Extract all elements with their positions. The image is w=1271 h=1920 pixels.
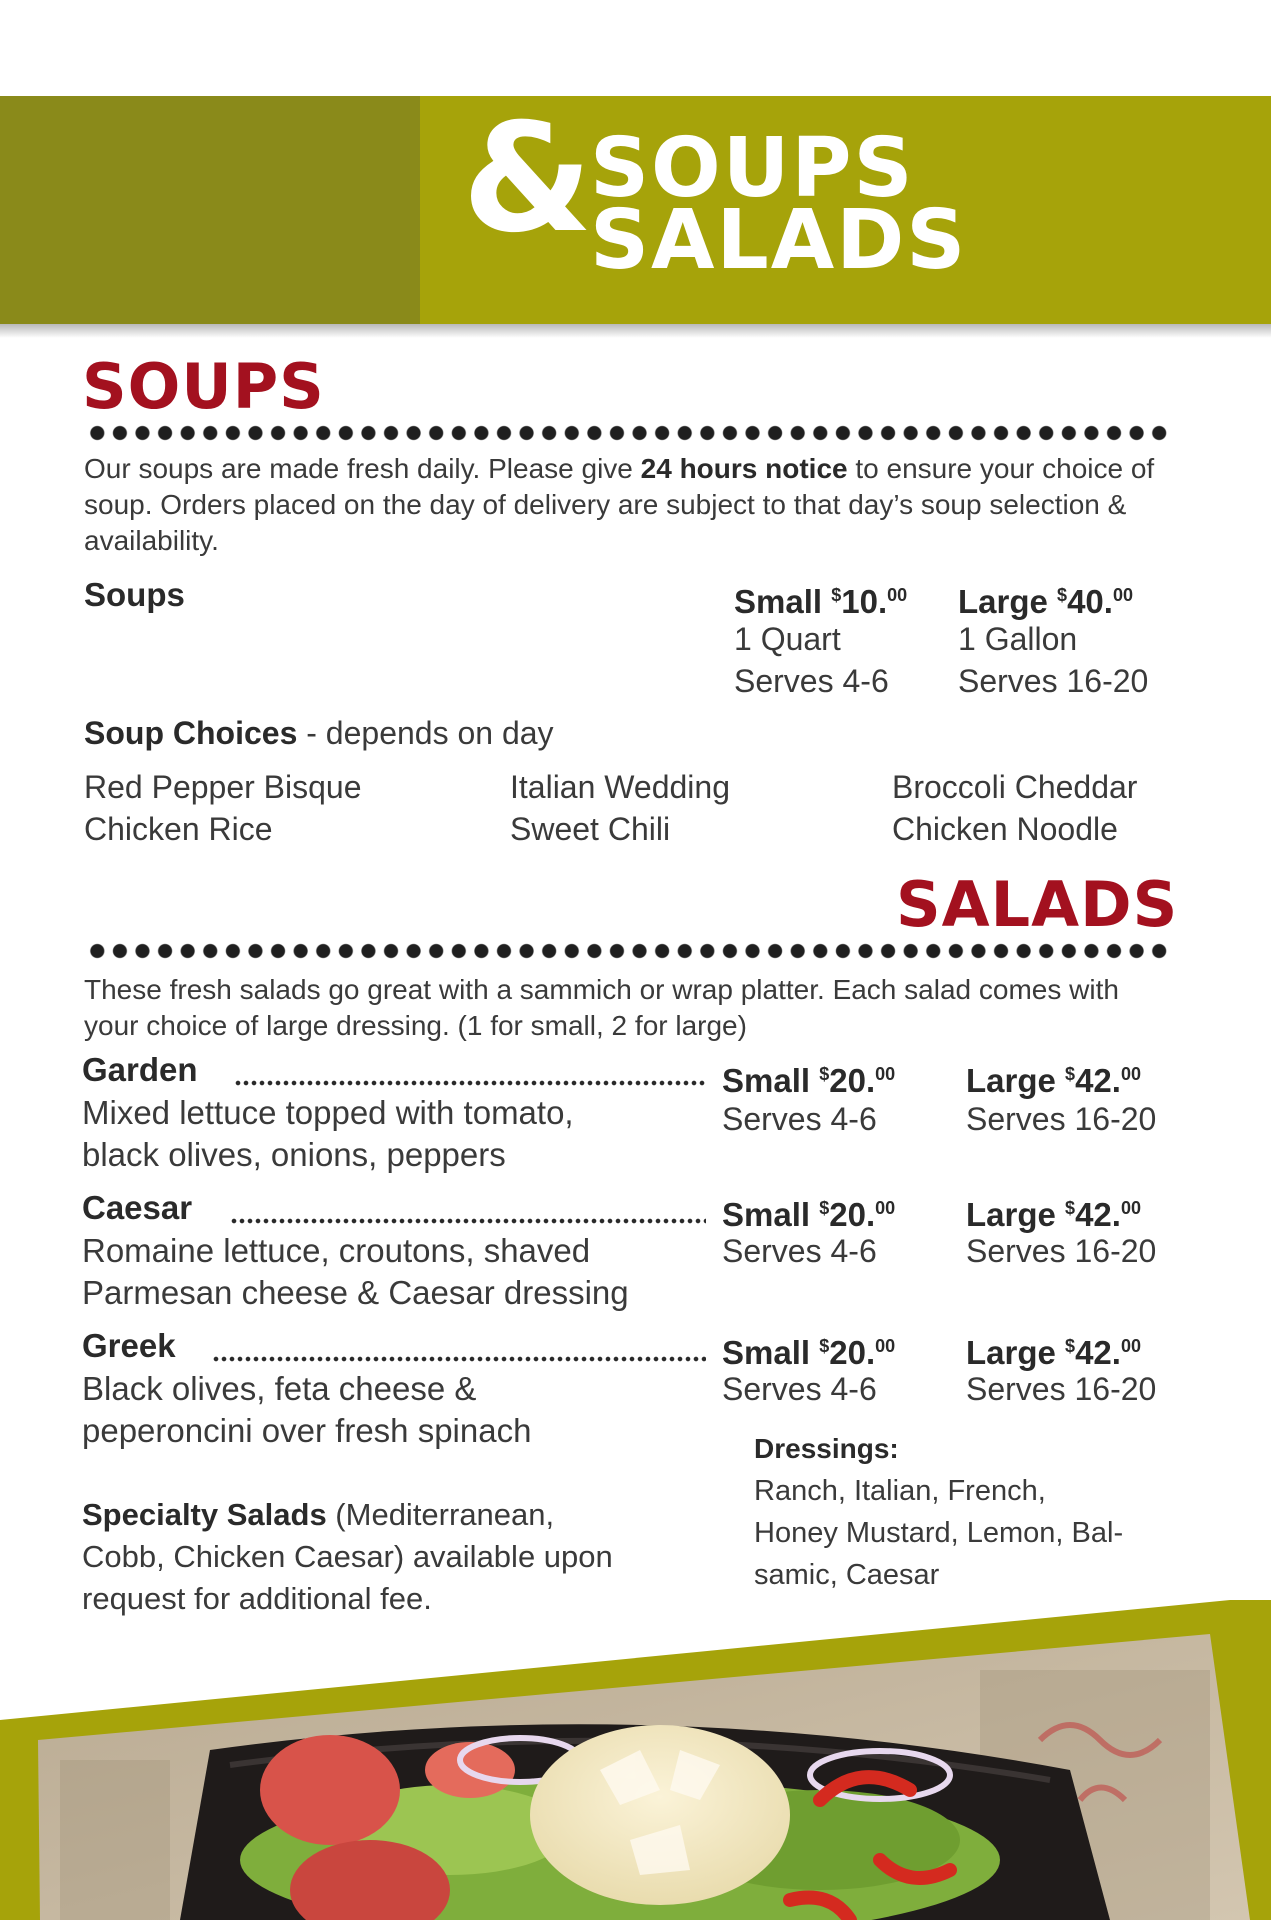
greek-small-serves: Serves 4-6 bbox=[722, 1371, 877, 1407]
greek-large-serves: Serves 16-20 bbox=[966, 1371, 1157, 1407]
caesar-desc-line2: Parmesan cheese & Caesar dressing bbox=[82, 1274, 629, 1311]
dot-leader bbox=[234, 1080, 706, 1086]
banner-dark-panel bbox=[0, 96, 420, 324]
salad-name-garden: Garden bbox=[82, 1051, 198, 1088]
soup-choice: Broccoli Cheddar bbox=[892, 769, 1138, 805]
soups-item-label: Soups bbox=[84, 576, 185, 613]
salads-heading: SALADS bbox=[896, 868, 1179, 941]
dot-leader bbox=[212, 1356, 706, 1362]
garden-desc-line2: black olives, onions, peppers bbox=[82, 1136, 506, 1173]
specialty-line3: request for additional fee. bbox=[82, 1581, 432, 1616]
banner-ampersand: & bbox=[462, 92, 593, 266]
garden-large-serves: Serves 16-20 bbox=[966, 1101, 1157, 1137]
dressings-line: samic, Caesar bbox=[754, 1559, 940, 1591]
soups-heading: SOUPS bbox=[82, 350, 325, 423]
caesar-small-serves: Serves 4-6 bbox=[722, 1233, 877, 1269]
soups-large-serves: Serves 16-20 bbox=[958, 663, 1149, 699]
soups-large-price: Large $40.00 bbox=[958, 583, 1133, 620]
greek-desc-line2: peperoncini over fresh spinach bbox=[82, 1412, 532, 1449]
dot-leader bbox=[230, 1218, 706, 1224]
dressings-line: Honey Mustard, Lemon, Bal- bbox=[754, 1517, 1124, 1549]
greek-desc-line1: Black olives, feta cheese & bbox=[82, 1370, 477, 1407]
salad-photo-illustration bbox=[0, 1600, 1271, 1920]
soup-choice: Red Pepper Bisque bbox=[84, 769, 362, 805]
salads-intro: These fresh salads go great with a sammich or wrap platter. Each salad comes with your choice of large dressing. (1 for small, 2 for large) bbox=[84, 974, 1119, 1041]
soups-small-price: Small $10.00 bbox=[734, 583, 908, 620]
caesar-large-price: Large $42.00 bbox=[966, 1196, 1141, 1233]
greek-small-price: Small $20.00 bbox=[722, 1334, 896, 1371]
salad-photo bbox=[0, 1600, 1271, 1920]
soups-dotted-divider bbox=[86, 424, 1172, 442]
notice-highlight: 24 hours notice bbox=[640, 453, 848, 484]
banner-title-soups: SOUPS bbox=[590, 121, 915, 216]
salad-name-caesar: Caesar bbox=[82, 1189, 193, 1226]
soup-choice: Sweet Chili bbox=[510, 811, 671, 847]
banner-shadow bbox=[0, 324, 1271, 338]
soup-choices-heading: Soup Choices - depends on day bbox=[84, 715, 554, 751]
specialty-line1: Specialty Salads (Mediterranean, bbox=[82, 1497, 555, 1532]
dressings-line: Ranch, Italian, French, bbox=[754, 1475, 1046, 1507]
salad-name-greek: Greek bbox=[82, 1327, 176, 1364]
soup-choice: Chicken Noodle bbox=[892, 811, 1118, 847]
garden-small-serves: Serves 4-6 bbox=[722, 1101, 877, 1137]
dressings-heading: Dressings: bbox=[754, 1433, 899, 1464]
specialty-line2: Cobb, Chicken Caesar) available upon bbox=[82, 1539, 613, 1574]
soups-large-size: 1 Gallon bbox=[958, 621, 1078, 657]
caesar-small-price: Small $20.00 bbox=[722, 1196, 896, 1233]
banner-title-salads: SALADS bbox=[590, 193, 968, 288]
greek-large-price: Large $42.00 bbox=[966, 1334, 1141, 1371]
soups-intro: Our soups are made fresh daily. Please give 24 hours notice to ensure your choice of soup. Orders placed on the day of delivery are subject to that day’s soup selection & availability. bbox=[84, 453, 1155, 556]
caesar-desc-line1: Romaine lettuce, croutons, shaved bbox=[82, 1232, 591, 1269]
soups-small-serves: Serves 4-6 bbox=[734, 663, 889, 699]
soups-small-size: 1 Quart bbox=[734, 621, 841, 657]
caesar-large-serves: Serves 16-20 bbox=[966, 1233, 1157, 1269]
garden-desc-line1: Mixed lettuce topped with tomato, bbox=[82, 1094, 574, 1131]
soup-choice: Italian Wedding bbox=[510, 769, 730, 805]
garden-large-price: Large $42.00 bbox=[966, 1062, 1141, 1099]
garden-small-price: Small $20.00 bbox=[722, 1062, 896, 1099]
salads-dotted-divider bbox=[86, 942, 1172, 960]
soup-choice: Chicken Rice bbox=[84, 811, 273, 847]
